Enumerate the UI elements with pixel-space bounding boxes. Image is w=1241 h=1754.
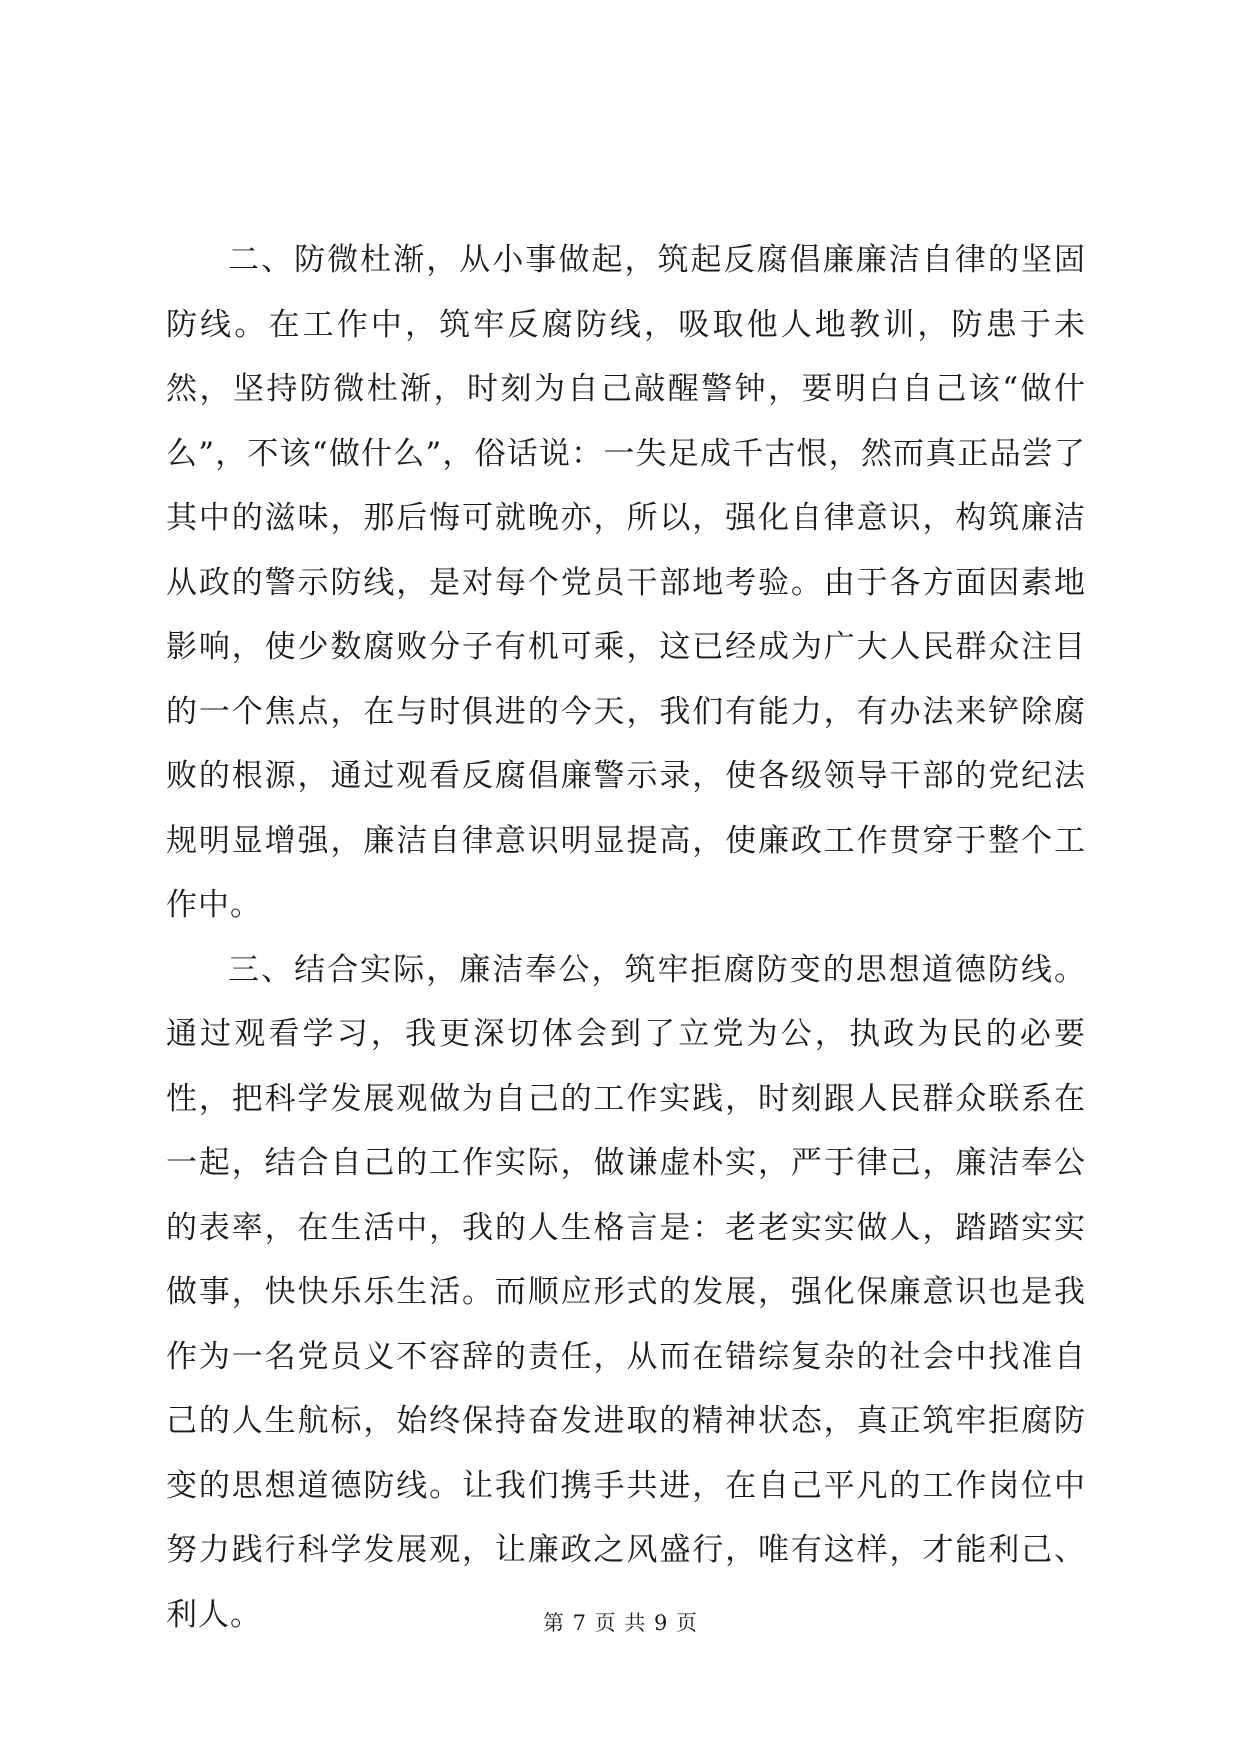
page-footer: 第 7 页 共 9 页 — [542, 1611, 699, 1635]
paragraph-three: 三、结合实际，廉洁奉公，筑牢拒腐防变的思想道德防线。通过观看学习，我更深切体会到了立党为公，执政为民的必要性，把科学发展观做为自己的工作实践，时刻跟人民群众联系在一起，结合自己的工作实际，做谦虚朴实，严于律己，廉洁奉公的表率，在生活中，我的人生格言是：老老实实做人，踏踏实实做事，快快乐乐生活。而顺应形式的发展，强化保廉意识也是我作为一名党员义不容辞的责任，从而在错综复杂的社会中找准自己的人生航标，始终保持奋发进取的精神状态，真正筑牢拒腐防变的思想道德防线。让我们携手共进，在自己平凡的工作岗位中努力践行科学发展观，让廉政之风盛行，唯有这样，才能利己、利人。 — [166, 951, 1086, 1633]
paragraph-two: 二、防微杜渐，从小事做起，筑起反腐倡廉廉洁自律的坚固防线。在工作中，筑牢反腐防线，吸取他人地教训，防患于未然，坚持防微杜渐，时刻为自己敲醒警钟，要明白自己该“做什么”，不该“做什么”，俗话说：一失足成千古恨，然而真正品尝了其中的滋味，那后悔可就晚亦，所以，强化自律意识，构筑廉洁从政的警示防线，是对每个党员干部地考验。由于各方面因素地影响，使少数腐败分子有机可乘，这已经成为广大人民群众注目的一个焦点，在与时俱进的今天，我们有能力，有办法来铲除腐败的根源，通过观看反腐倡廉警示录，使各级领导干部的党纪法规明显增强，廉洁自律意识明显提高，使廉政工作贯穿于整个工作中。 — [166, 242, 1086, 923]
document-body — [166, 228, 1086, 1647]
